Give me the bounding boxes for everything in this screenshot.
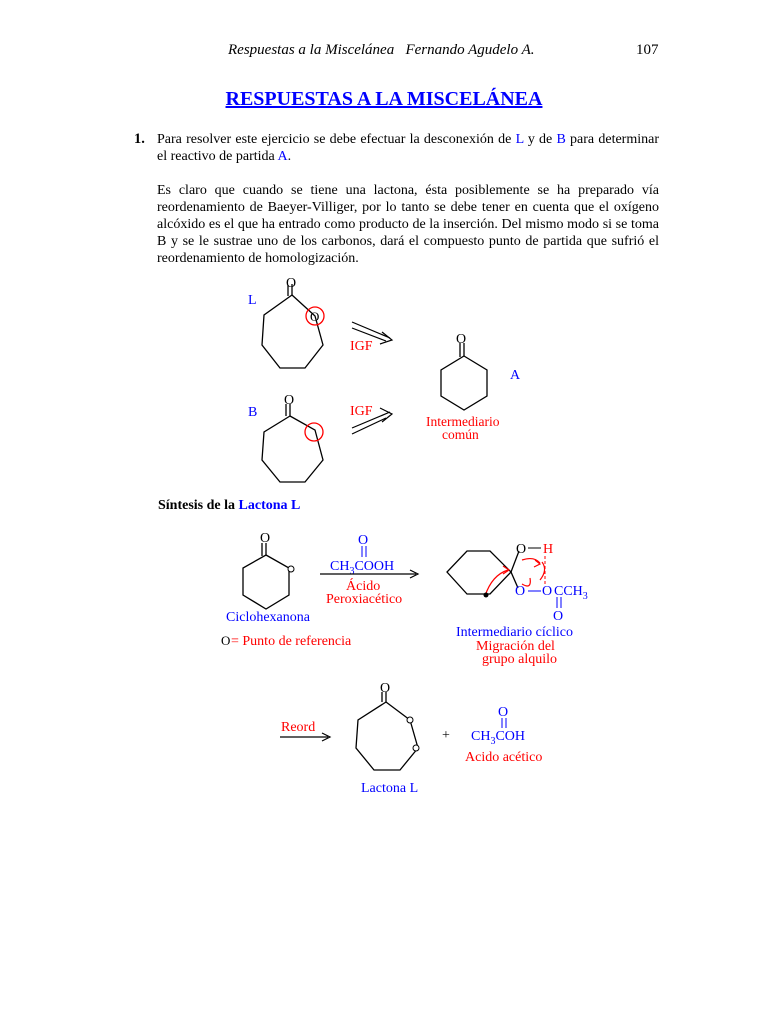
intermediate-common-1: Intermediario — [426, 414, 500, 429]
intermediate-cyclic-label: Intermediario cíclico — [456, 625, 573, 640]
acid-formula: $CH_3COH$ — [471, 729, 526, 747]
page-title: RESPUESTAS A LA MISCELÁNEA — [225, 88, 543, 110]
igf-bottom: IGF — [350, 404, 373, 419]
acid-o: O — [498, 705, 509, 720]
carbonyl-o-label-b: O — [284, 393, 295, 408]
reagent-formula: $CH_3COOH$ — [330, 559, 395, 577]
cyclohexanone-o: O — [260, 531, 271, 546]
migration-line-1: Migración del — [476, 639, 555, 654]
reagent-name-2: Peroxiacético — [326, 592, 403, 607]
criegee-intermediate-structure — [447, 551, 519, 594]
lactone-L-structure — [262, 284, 324, 368]
carbonyl-o-label: O — [286, 276, 297, 291]
cyclohexanone-label: Ciclohexanona — [226, 610, 310, 625]
cyclohexanone-structure — [243, 543, 289, 609]
hydroxyl-o: O — [516, 542, 527, 557]
ester-o1: O — [515, 584, 526, 599]
ring-o-label: O — [310, 309, 320, 324]
ester-acyl: $CCH_3$ — [554, 584, 588, 602]
page-number: 107 — [636, 42, 659, 58]
reagent-o: O — [358, 533, 369, 548]
reference-text: = Punto de referencia — [231, 634, 352, 649]
hydroxyl-h: H — [543, 542, 554, 557]
ester-o3: O — [553, 609, 564, 624]
cyclohexanone-A-structure — [441, 343, 487, 410]
plus-sign: + — [442, 728, 450, 743]
synthesis-heading: Síntesis de la Lactona L — [158, 498, 301, 513]
lactone-label: Lactona L — [361, 781, 419, 796]
reagent-name-1: Ácido — [346, 579, 381, 594]
migration-line-2: grupo alquilo — [482, 652, 558, 667]
igf-top: IGF — [350, 339, 373, 354]
question-number: 1. — [134, 131, 145, 147]
paragraph-1: Para resolver este ejercicio se debe efectuar la desconexión de L y de B para determinar el reactivo de partida A. — [157, 132, 659, 164]
reference-symbol: O — [221, 633, 231, 648]
label-A: A — [510, 368, 521, 383]
ester-o2: O — [542, 584, 553, 599]
lactone-carbonyl-o: O — [380, 681, 391, 696]
label-L: L — [248, 293, 257, 308]
reference-point-marker — [288, 566, 294, 572]
reord-label: Reord — [281, 720, 316, 735]
running-title: Respuestas a la Miscelánea Fernando Agudelo A. — [228, 42, 535, 58]
intermediate-common-2: común — [442, 427, 479, 442]
acid-name: Acido acético — [465, 750, 543, 765]
carbonyl-o-label-a: O — [456, 332, 467, 347]
paragraph-2: Es claro que cuando se tiene una lactona, ésta posiblemente se ha preparado vía reordenamiento de Baeyer-Villiger, por lo tanto se debe tener en cuenta que el oxígeno alcóxido es el que ha entrado como producto de la inserción. Del mismo modo si se toma B y se le sustrae uno de los carbonos, dará el compuesto punto de partida que sufrió el reordenamiento de homologización. — [157, 183, 659, 266]
lactone-product-structure — [356, 692, 418, 770]
ketone-B-structure — [262, 404, 323, 482]
label-B: B — [248, 405, 258, 420]
